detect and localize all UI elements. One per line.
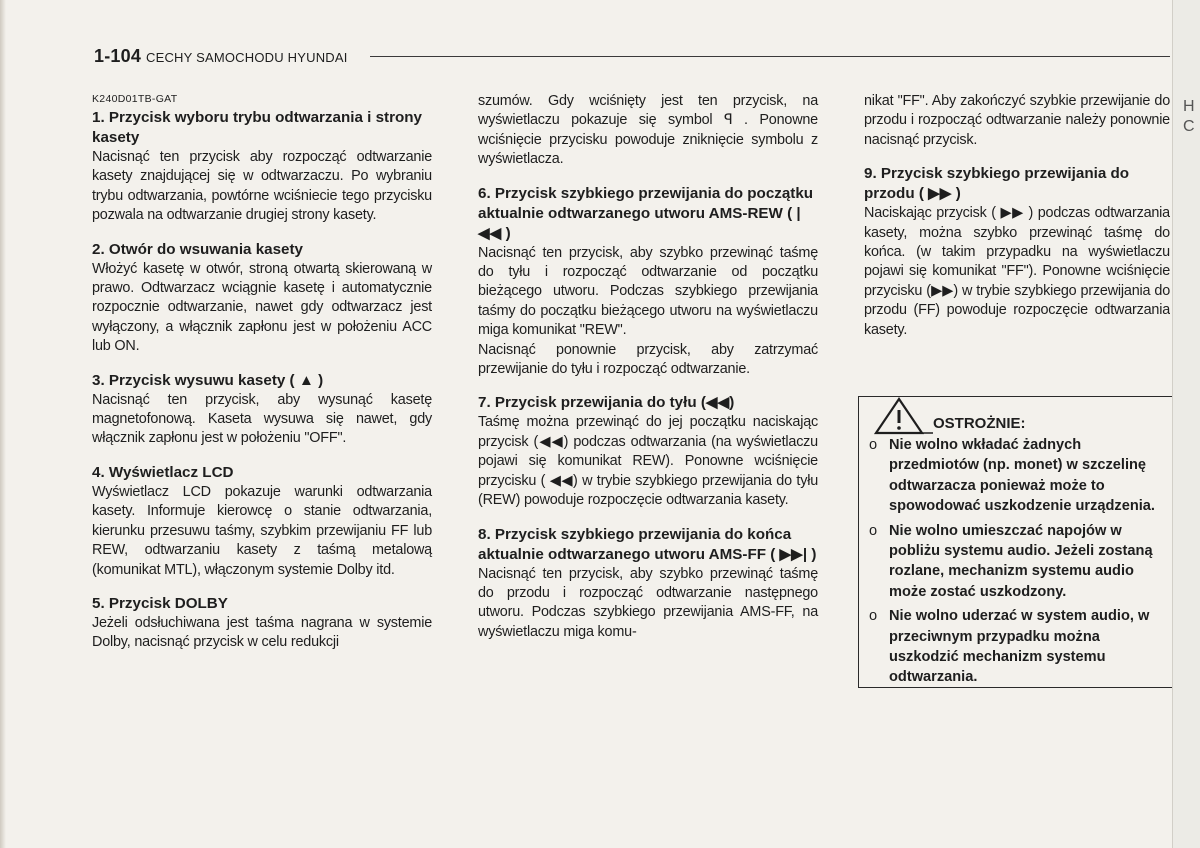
item-5-continued: [478, 92, 818, 170]
page-header: [94, 46, 1170, 70]
adjacent-page-letter: H: [1183, 98, 1195, 115]
column-1: [92, 92, 432, 667]
bullet-marker: o: [869, 608, 878, 625]
item-6-body-2: Nacisnąć ponownie przycisk, aby zatrzymać przewijanie do tyłu i rozpocząć odtwarzanie.: [478, 341, 818, 378]
item-6-body: Nacisnąć ten przycisk, aby szybko przewinąć taśmę do tyłu i rozpocząć odtwarzanie od początku bieżącego utworu. Podczas szybkiego przewijania taśmy do początku bieżącego utworu na wyświetlaczu miga komunikat "REW".: [478, 244, 818, 339]
item-3: [92, 371, 432, 449]
page-gutter: [0, 0, 6, 848]
item-7-title: 7. Przycisk przewijania do tyłu (◀◀): [478, 394, 735, 412]
item-6: [478, 184, 818, 380]
caution-item: [869, 606, 1173, 688]
item-8-continued-body: nikat "FF". Aby zakończyć szybkie przewijanie do przodu i rozpocząć odtwarzanie należy ponownie nacisnąć przycisk.: [864, 93, 1170, 148]
item-1-title: 1. Przycisk wyboru trybu odtwarzania i strony kasety: [92, 109, 422, 146]
item-8-body: Nacisnąć ten przycisk, aby szybko przewinąć taśmę do przodu i rozpocząć odtwarzanie następnego utworu. Podczas szybkiego przewijania AMS-FF, na wyświetlaczu miga komu-: [478, 565, 818, 640]
item-2: [92, 240, 432, 357]
item-1: [92, 108, 432, 226]
item-4: [92, 463, 432, 580]
item-9-title: 9. Przycisk szybkiego przewijania do przodu ( ▶▶ ): [864, 165, 1130, 203]
bullet-marker: o: [869, 437, 878, 453]
item-6-title: 6. Przycisk szybkiego przewijania do początku aktualnie odtwarzanego utworu AMS-REW ( |◀◀ ): [478, 184, 814, 242]
item-3-title: 3. Przycisk wysuwu kasety ( ▲ ): [92, 371, 324, 389]
column-3: [864, 92, 1170, 354]
item-5-title: 5. Przycisk DOLBY: [92, 594, 228, 612]
section-title: CECHY SAMOCHODU HYUNDAI: [146, 50, 348, 65]
warning-triangle-icon: [873, 397, 933, 435]
item-9: [864, 164, 1170, 340]
item-1-body: Nacisnąć ten przycisk aby rozpocząć odtwarzanie kasety znajdującej się w odtwarzaczu. Po wybraniu trybu odtwarzania, powtórne wciśniecie tego przycisku pozwala na odtwarzanie drugiej strony kasety.: [92, 149, 432, 224]
column-2: [478, 92, 818, 656]
document-code: K240D01TB-GAT: [92, 93, 178, 105]
item-8: [478, 525, 818, 643]
page-number: 1-104: [94, 46, 142, 66]
caution-item-text: Nie wolno umieszczać napojów w pobliżu systemu audio. Jeżeli zostaną rozlane, mechanizm systemu audio może zostać uszkodzony.: [889, 522, 1153, 600]
item-5-continued-body: szumów. Gdy wciśnięty jest ten przycisk, na wyświetlaczu pokazuje się symbol ꟼ . Ponowne wciśnięcie przycisku powoduje zniknięcie symbolu z wyświetlacza.: [478, 93, 818, 168]
item-5-body: Jeżeli odsłuchiwana jest taśma nagrana w systemie Dolby, nacisnąć przycisk w celu redukcji: [92, 614, 432, 651]
item-3-body: Nacisnąć ten przycisk, aby wysunąć kasetę magnetofonową. Kaseta wysuwa się nawet, gdy włącznik zapłonu jest w położeniu "OFF".: [92, 391, 432, 447]
caution-list: [869, 435, 1173, 692]
item-2-body: Włożyć kasetę w otwór, stroną otwartą skierowaną w prawo. Odtwarzacz wciągnie kasetę i automatycznie rozpocznie odtwarzanie, nawet gdy odtwarzacz jest wyłączony, a włącznik zapłonu jest w położeniu ACC lub ON.: [92, 260, 432, 355]
adjacent-page-edge: [1172, 0, 1200, 848]
caution-item-text: Nie wolno uderzać w system audio, w przeciwnym przypadku można uszkodzić mechanizm systemu odtwarzania.: [889, 608, 1150, 686]
caution-title: OSTROŻNIE:: [933, 415, 1026, 432]
item-5: [92, 594, 432, 653]
caution-item: [869, 435, 1173, 517]
adjacent-page-letter: C: [1183, 118, 1195, 135]
item-8-title: 8. Przycisk szybkiego przewijania do końca aktualnie odtwarzanego utworu AMS-FF ( ▶▶| ): [478, 525, 817, 563]
item-7: [478, 393, 818, 510]
item-8-continued: [864, 92, 1170, 150]
bullet-marker: o: [869, 522, 878, 539]
item-2-title: 2. Otwór do wsuwania kasety: [92, 240, 304, 258]
item-4-title: 4. Wyświetlacz LCD: [92, 463, 234, 481]
caution-item-text: Nie wolno wkładać żadnych przedmiotów (np. monet) w szczelinę odtwarzacza ponieważ może to spowodować uszkodzenie urządzenia.: [889, 437, 1155, 515]
item-4-body: Wyświetlacz LCD pokazuje warunki odtwarzania kasety. Informuje kierowcę o stanie odtwarzania, kierunku przesuwu taśmy, szybkim przewijaniu FF lub REW, odtwarzaniu kasety z taśmą metalową (komunikat MTL), włączonym systemie Dolby itd.: [92, 483, 432, 578]
caution-box: [858, 396, 1179, 688]
caution-item: [869, 521, 1173, 603]
header-rule: [370, 56, 1170, 57]
item-7-body: Taśmę można przewinąć do jej początku naciskając przycisk (◀◀) podczas odtwarzania (na wyświetlaczu pojawi się komunikat REW). Ponowne wciśnięcie przycisku ( ◀◀) w trybie szybkiego przewijania do tyłu (REW) powoduje rozpoczęcie odtwarzania kasety.: [478, 414, 818, 509]
item-9-body: Naciskając przycisk ( ▶▶ ) podczas odtwarzania kasety, można szybko przewinąć taśmę do końca. (w takim przypadku na wyświetlaczu pojawi się komunikat "FF"). Ponowne wciśnięcie przycisku (▶▶) w trybie szybkiego przewijania do przodu (FF) powoduje rozpoczęcie odtwarzania kasety.: [864, 205, 1170, 338]
